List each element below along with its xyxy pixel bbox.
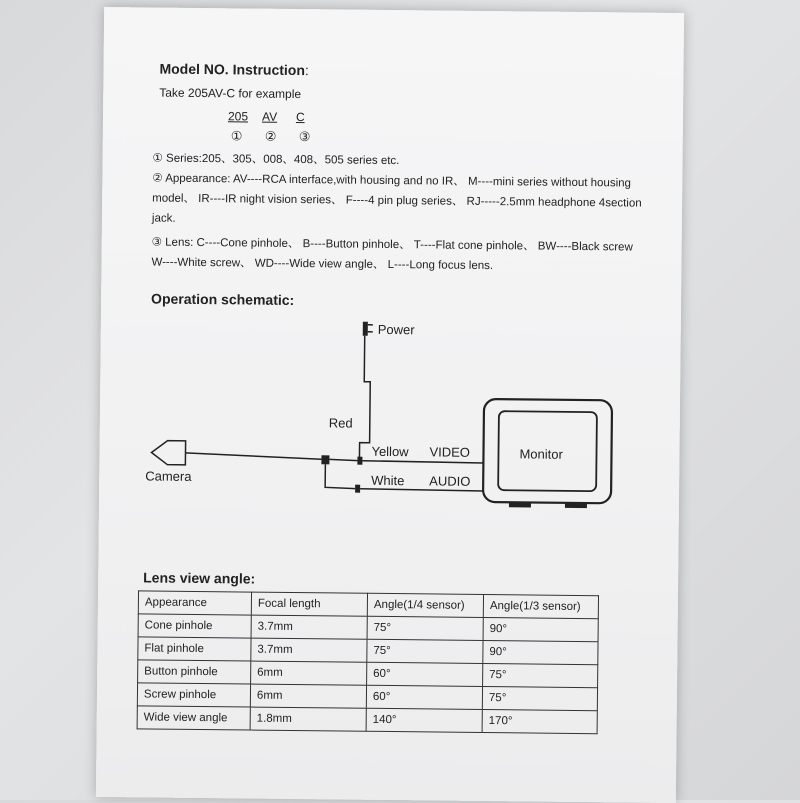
- table-cell: 6mm: [250, 684, 366, 708]
- audio-connector: [355, 485, 360, 493]
- table-cell: Wide view angle: [137, 706, 250, 730]
- table-cell: 75°: [482, 686, 597, 710]
- column-header: Angle(1/4 sensor): [367, 593, 483, 617]
- lens-line: W----White screw、 WD----Wide view angle、 L----Long focus lens.: [151, 253, 493, 276]
- table-cell: Flat pinhole: [138, 637, 251, 661]
- table-cell: 75°: [483, 663, 598, 687]
- power-wire: [359, 336, 370, 463]
- code-part-appearance: AV: [262, 110, 296, 124]
- power-label: Power: [378, 322, 416, 337]
- yellow-label: Yellow: [371, 444, 409, 459]
- table-row: [137, 706, 597, 734]
- table-cell: 140°: [366, 708, 482, 732]
- camera-cable: [185, 453, 321, 459]
- model-instruction-heading: Model NO. Instruction:: [159, 61, 309, 79]
- camera-icon: [151, 441, 185, 465]
- appearance-line: model、 IR----IR night vision series、 F----4 pin plug series、 RJ-----2.5mm headphone 4section: [152, 189, 642, 213]
- appearance-line: ② Appearance: AV----RCA interface,with housing and no IR、 M----mini series without housing: [152, 169, 631, 193]
- instruction-sheet: [96, 7, 684, 803]
- audio-branch-wire: [325, 464, 355, 488]
- table-cell: 3.7mm: [251, 638, 367, 662]
- column-header: Appearance: [138, 591, 251, 615]
- lens-line: ③ Lens: C----Cone pinhole、 B----Button pinhole、 T----Flat cone pinhole、 BW----Black screw: [152, 233, 633, 257]
- lens-view-angle-table: [137, 590, 599, 734]
- white-label: White: [371, 473, 404, 488]
- red-label: Red: [329, 415, 353, 430]
- table-cell: 3.7mm: [251, 615, 367, 639]
- table-cell: 75°: [367, 639, 483, 663]
- video-wire: [362, 461, 483, 463]
- audio-wire: [360, 489, 483, 491]
- cable-junction: [321, 455, 329, 464]
- video-label: VIDEO: [429, 444, 470, 459]
- column-header: Focal length: [251, 592, 367, 616]
- table-cell: 170°: [482, 709, 597, 733]
- monitor-label: Monitor: [519, 446, 563, 461]
- table-cell: 75°: [367, 616, 483, 640]
- code-number: ②: [265, 129, 299, 145]
- series-line: ① Series:205、305、008、408、505 series etc.: [152, 150, 399, 172]
- table-cell: 60°: [366, 685, 482, 709]
- code-part-lens: C: [296, 110, 330, 124]
- power-plug-icon: [363, 322, 368, 336]
- column-header: Angle(1/3 sensor): [483, 594, 598, 618]
- table-cell: 60°: [367, 662, 483, 686]
- camera-label: Camera: [145, 468, 192, 483]
- code-number: ③: [299, 129, 333, 145]
- example-line: Take 205AV-C for example: [159, 86, 301, 101]
- lens-view-angle-heading: Lens view angle:: [143, 569, 255, 586]
- appearance-line: jack.: [152, 209, 176, 228]
- table-cell: Screw pinhole: [137, 683, 250, 707]
- audio-label: AUDIO: [429, 473, 470, 488]
- table-cell: 90°: [483, 617, 598, 641]
- table-cell: 1.8mm: [250, 707, 366, 731]
- video-connector: [357, 457, 362, 465]
- operation-schematic-diagram: [98, 7, 684, 573]
- code-part-series: 205: [228, 109, 262, 123]
- table-cell: Cone pinhole: [138, 614, 251, 638]
- table-cell: 90°: [483, 640, 598, 664]
- code-number: ①: [231, 128, 265, 144]
- table-cell: Button pinhole: [138, 660, 251, 684]
- operation-schematic-heading: Operation schematic:: [151, 290, 294, 307]
- table-cell: 6mm: [251, 661, 367, 685]
